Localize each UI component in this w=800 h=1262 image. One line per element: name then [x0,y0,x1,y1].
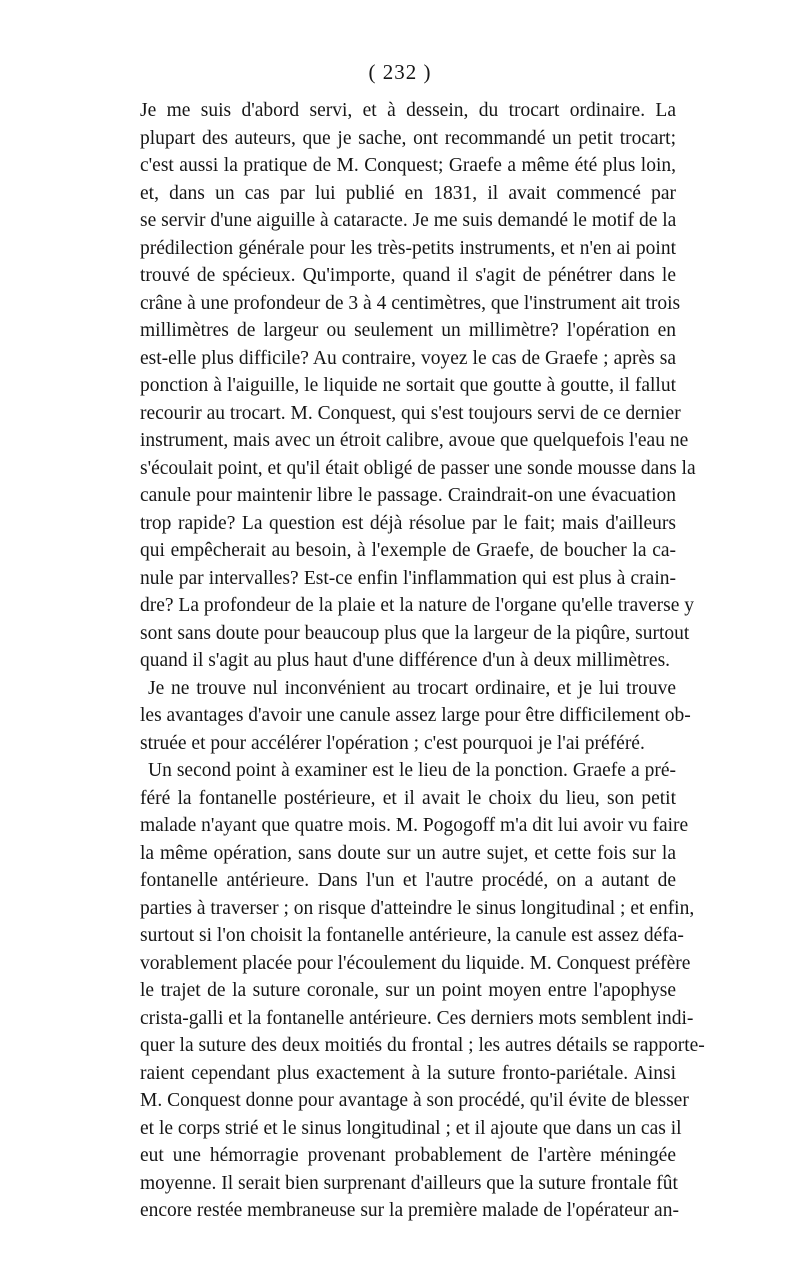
text-line: Je me suis d'abord servi, et à dessein, du trocart ordinaire. La [140,100,676,121]
text-line: prédilection générale pour les très-petits instruments, et n'en ai point [140,237,676,259]
text-line: fontanelle antérieure. Dans l'un et l'autre procédé, on a autant de [140,870,676,891]
body-text [140,97,705,1225]
text-line: raient cependant plus exactement à la suture fronto-pariétale. Ainsi [140,1062,676,1084]
page-number: ( 232 ) [368,60,432,84]
text-line: la même opération, sans doute sur un autre sujet, et cette fois sur la [140,842,676,864]
text-line: trouvé de spécieux. Qu'importe, quand il s'agit de pénétrer dans le [140,265,676,286]
text-line: moyenne. Il serait bien surprenant d'ailleurs que la suture frontale fût [140,1172,678,1194]
text-line: sont sans doute pour beaucoup plus que la largeur de la piqûre, surtout [140,622,690,644]
text-line: vorablement placée pour l'écoulement du liquide. M. Conquest préfère [140,952,691,974]
text-line: ponction à l'aiguille, le liquide ne sortait que goutte à goutte, il fallut [140,375,676,396]
text-line: s'écoulait point, et qu'il était obligé de passer une sonde mousse dans la [140,457,696,479]
text-line: nule par intervalles? Est-ce enfin l'inflammation qui est plus à crain- [140,567,676,589]
text-line: quand il s'agit au plus haut d'une différence d'un à deux millimètres. [140,650,671,671]
text-line: qui empêcherait au besoin, à l'exemple de Graefe, de boucher la ca- [140,540,676,561]
text-line: est-elle plus difficile? Au contraire, voyez le cas de Graefe ; après sa [140,347,676,369]
text-line: recourir au trocart. M. Conquest, qui s'est toujours servi de ce dernier [140,402,681,424]
text-line: M. Conquest donne pour avantage à son procédé, qu'il évite de blesser [140,1090,689,1111]
text-line: encore restée membraneuse sur la première malade de l'opérateur an- [140,1200,679,1221]
text-line: trop rapide? La question est déjà résolue par le fait; mais d'ailleurs [140,512,676,534]
text-line: millimètres de largeur ou seulement un millimètre? l'opération en [140,320,676,341]
text-line: Un second point à examiner est le lieu de la ponction. Graefe a pré- [148,760,676,781]
text-line: c'est aussi la pratique de M. Conquest; Graefe a même été plus loin, [140,155,676,176]
text-line: crista-galli et la fontanelle antérieure. Ces derniers mots semblent indi- [140,1007,694,1029]
text-line: et le corps strié et le sinus longitudinal ; et il ajoute que dans un cas il [140,1117,682,1139]
text-line: surtout si l'on choisit la fontanelle antérieure, la canule est assez défa- [140,925,684,946]
text-line: instrument, mais avec un étroit calibre, avoue que quelquefois l'eau ne [140,430,689,451]
text-line: eut une hémorragie provenant probablement de l'artère méningée [140,1145,676,1166]
text-line: féré la fontanelle postérieure, et il avait le choix du lieu, son petit [140,787,676,809]
text-line: dre? La profondeur de la plaie et la nature de l'organe qu'elle traverse y [140,595,695,616]
text-line: le trajet de la suture coronale, sur un point moyen entre l'apophyse [140,980,676,1001]
text-line: et, dans un cas par lui publié en 1831, il avait commencé par [140,182,676,204]
text-line: malade n'ayant que quatre mois. M. Pogogoff m'a dit lui avoir vu faire [140,815,689,836]
text-line: struée et pour accélérer l'opération ; c'est pourquoi je l'ai préféré. [140,732,645,754]
text-line: parties à traverser ; on risque d'atteindre le sinus longitudinal ; et enfin, [140,897,695,919]
text-line: les avantages d'avoir une canule assez large pour être difficilement ob- [140,705,691,726]
text-line: se servir d'une aiguille à cataracte. Je me suis demandé le motif de la [140,210,677,231]
text-line: plupart des auteurs, que je sache, ont recommandé un petit trocart; [140,127,676,149]
text-line: canule pour maintenir libre le passage. Craindrait-on une évacuation [140,485,676,506]
text-line: Je ne trouve nul inconvénient au trocart ordinaire, et je lui trouve [148,677,676,699]
text-line: quer la suture des deux moitiés du frontal ; les autres détails se rapporte- [140,1035,705,1056]
text-line: crâne à une profondeur de 3 à 4 centimètres, que l'instrument ait trois [140,292,681,314]
